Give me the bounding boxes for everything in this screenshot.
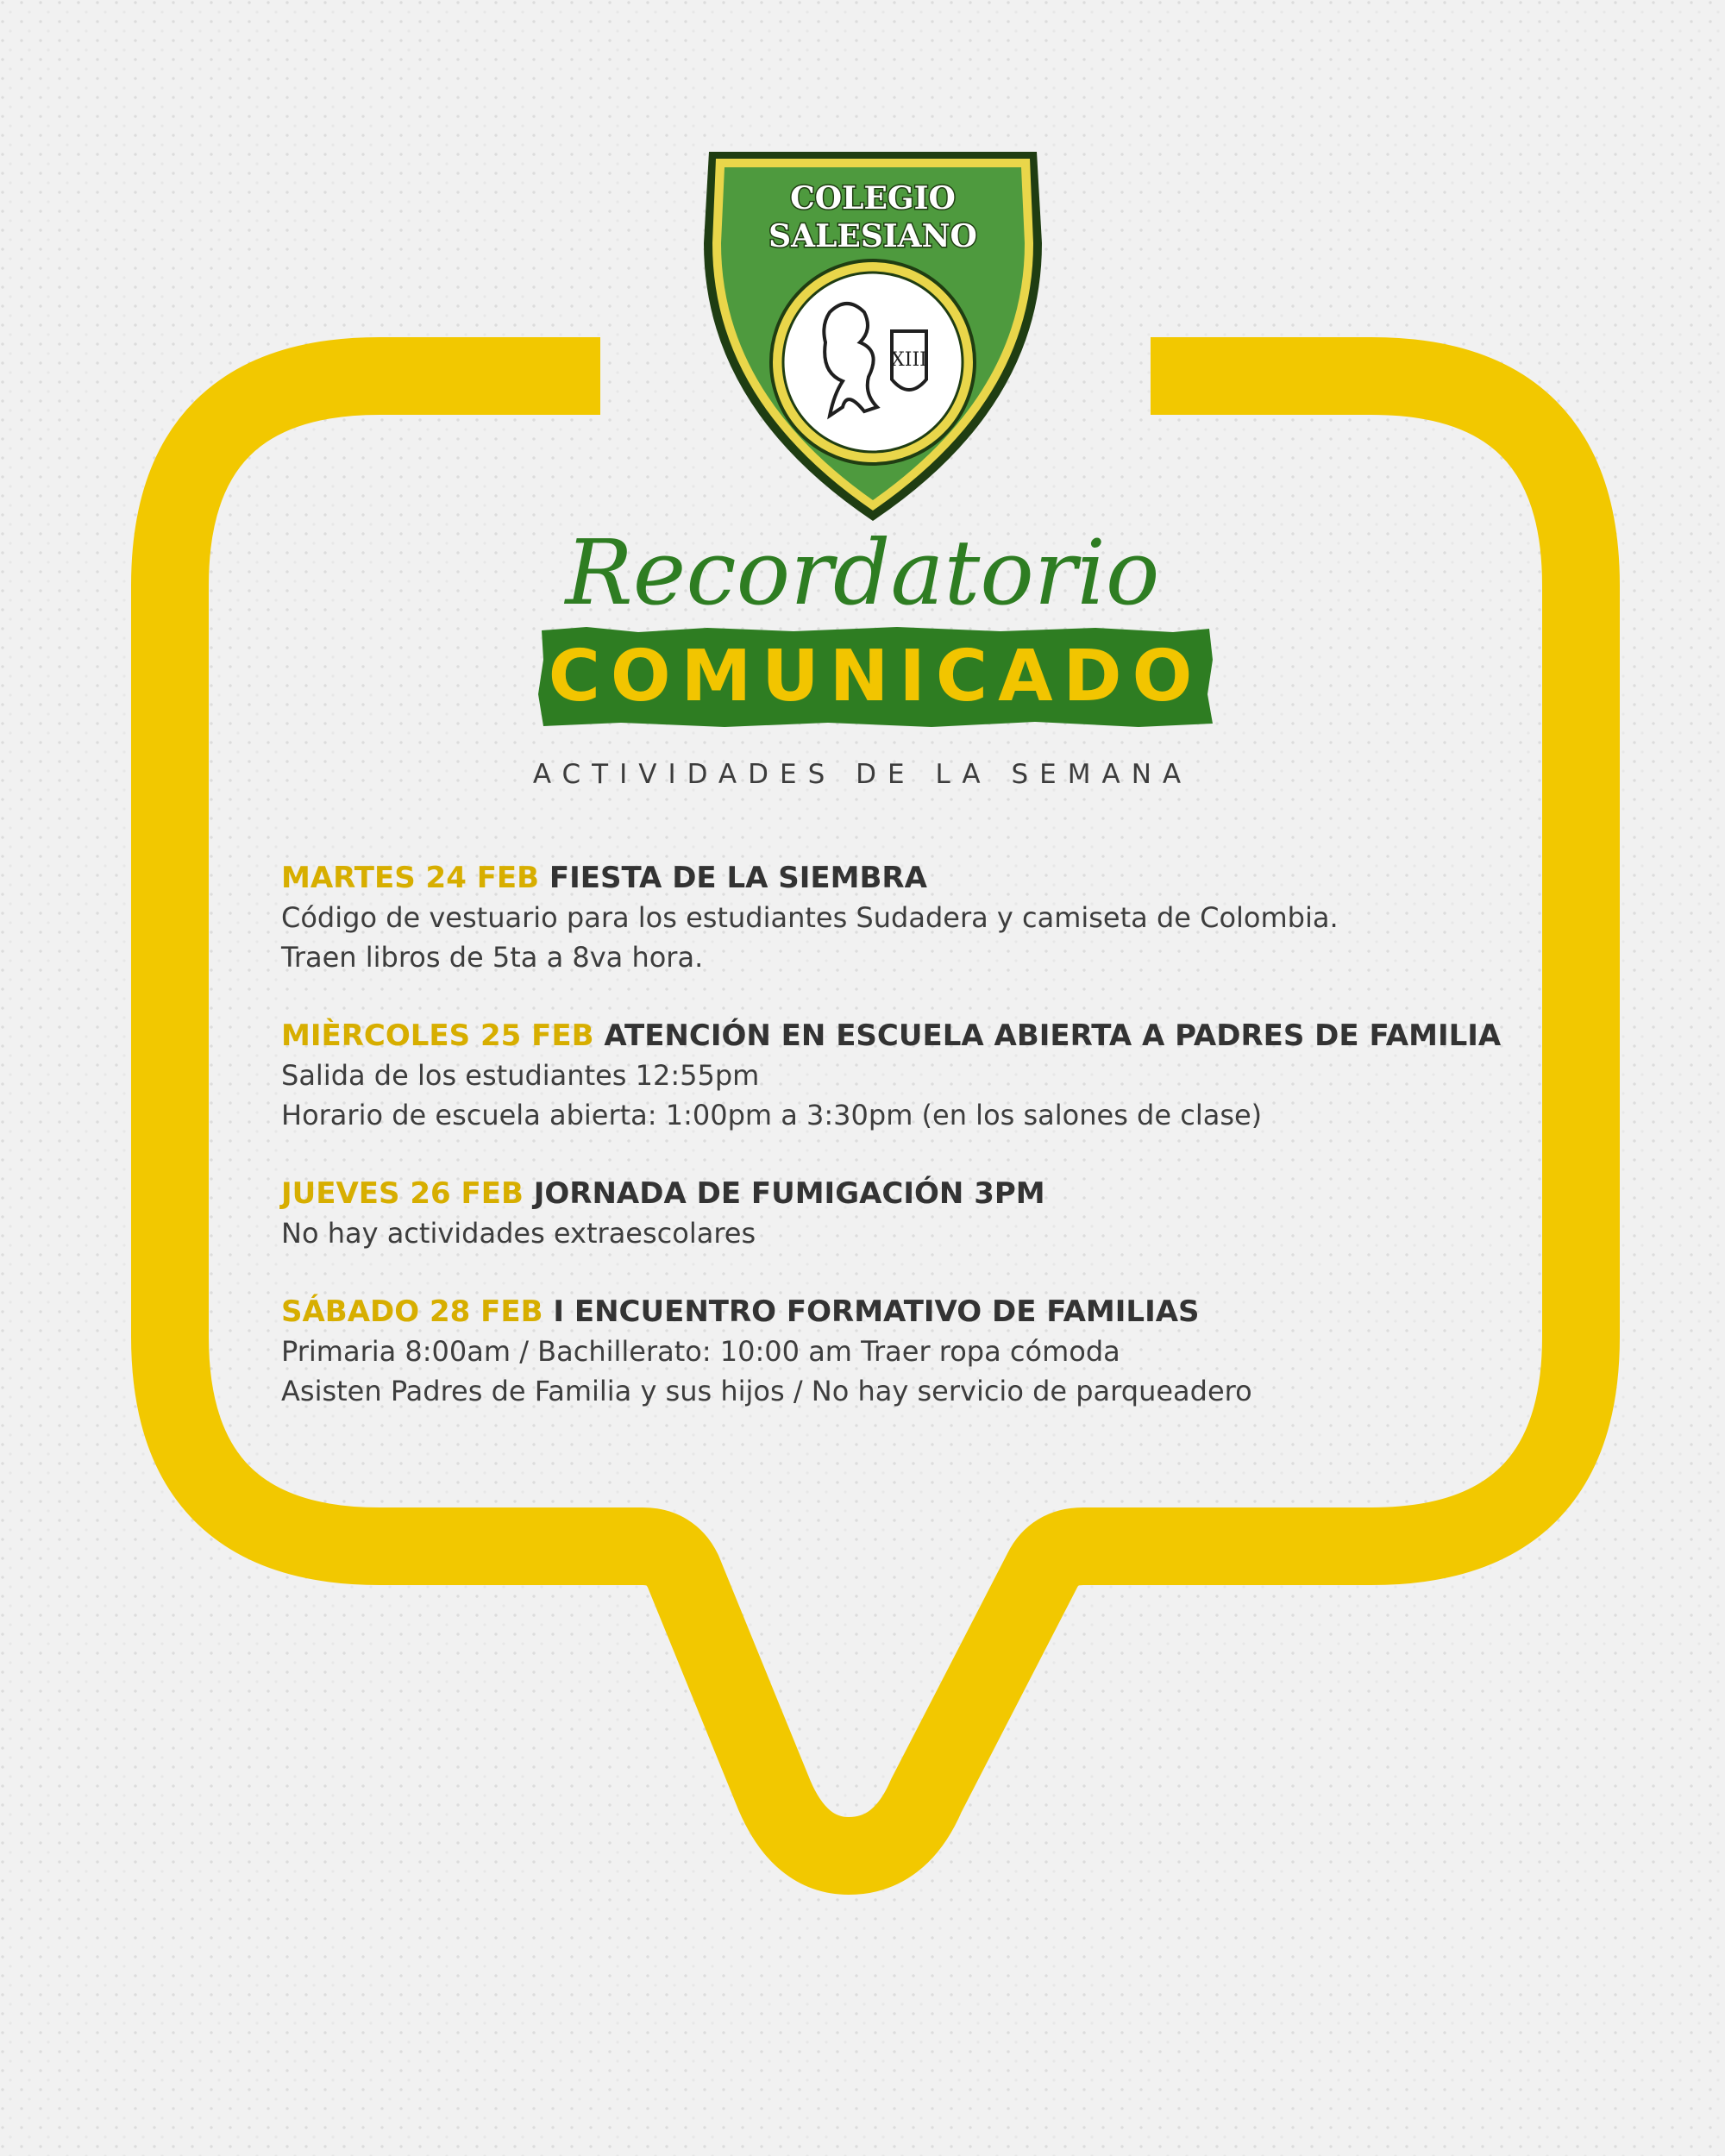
event-title: FIESTA DE LA SIEMBRA (549, 861, 927, 895)
event-item (281, 1016, 1523, 1135)
event-heading (281, 1292, 1523, 1332)
banner-title: COMUNICADO (548, 636, 1203, 718)
svg-text:SALESIANO: SALESIANO (768, 218, 977, 254)
event-detail: Primaria 8:00am / Bachillerato: 10:00 am Traer ropa cómoda (281, 1335, 1120, 1368)
svg-text:XIII: XIII (891, 349, 927, 371)
event-detail: Horario de escuela abierta: 1:00pm a 3:30pm (en los salones de clase) (281, 1099, 1263, 1131)
event-heading (281, 858, 1523, 898)
event-title: ATENCIÓN EN ESCUELA ABIERTA A PADRES DE FAMILIA (604, 1018, 1502, 1053)
school-crest-logo (700, 148, 1045, 524)
event-detail: Salida de los estudiantes 12:55pm (281, 1059, 760, 1092)
svg-text:Recordatorio: Recordatorio (565, 520, 1160, 625)
page-subtitle: ACTIVIDADES DE LA SEMANA (532, 759, 1193, 790)
event-title: I ENCUENTRO FORMATIVO DE FAMILIAS (553, 1294, 1200, 1329)
event-detail: Traen libros de 5ta a 8va hora. (281, 941, 704, 974)
svg-text:COLEGIO: COLEGIO (790, 180, 956, 216)
events-list (281, 858, 1523, 1450)
script-title (518, 500, 1208, 638)
event-date: JUEVES 26 FEB (281, 1176, 524, 1211)
event-date: MIÈRCOLES 25 FEB (281, 1018, 594, 1053)
event-detail: No hay actividades extraescolares (281, 1217, 756, 1250)
event-item (281, 858, 1523, 977)
event-detail: Código de vestuario para los estudiantes Sudadera y camiseta de Colombia. (281, 901, 1339, 934)
event-date: MARTES 24 FEB (281, 861, 540, 895)
event-heading (281, 1016, 1523, 1056)
event-item (281, 1174, 1523, 1253)
event-heading (281, 1174, 1523, 1213)
event-title: JORNADA DE FUMIGACIÓN 3PM (533, 1176, 1045, 1211)
event-item (281, 1292, 1523, 1411)
event-detail: Asisten Padres de Familia y sus hijos / No hay servicio de parqueadero (281, 1375, 1252, 1407)
event-date: SÁBADO 28 FEB (281, 1294, 543, 1329)
